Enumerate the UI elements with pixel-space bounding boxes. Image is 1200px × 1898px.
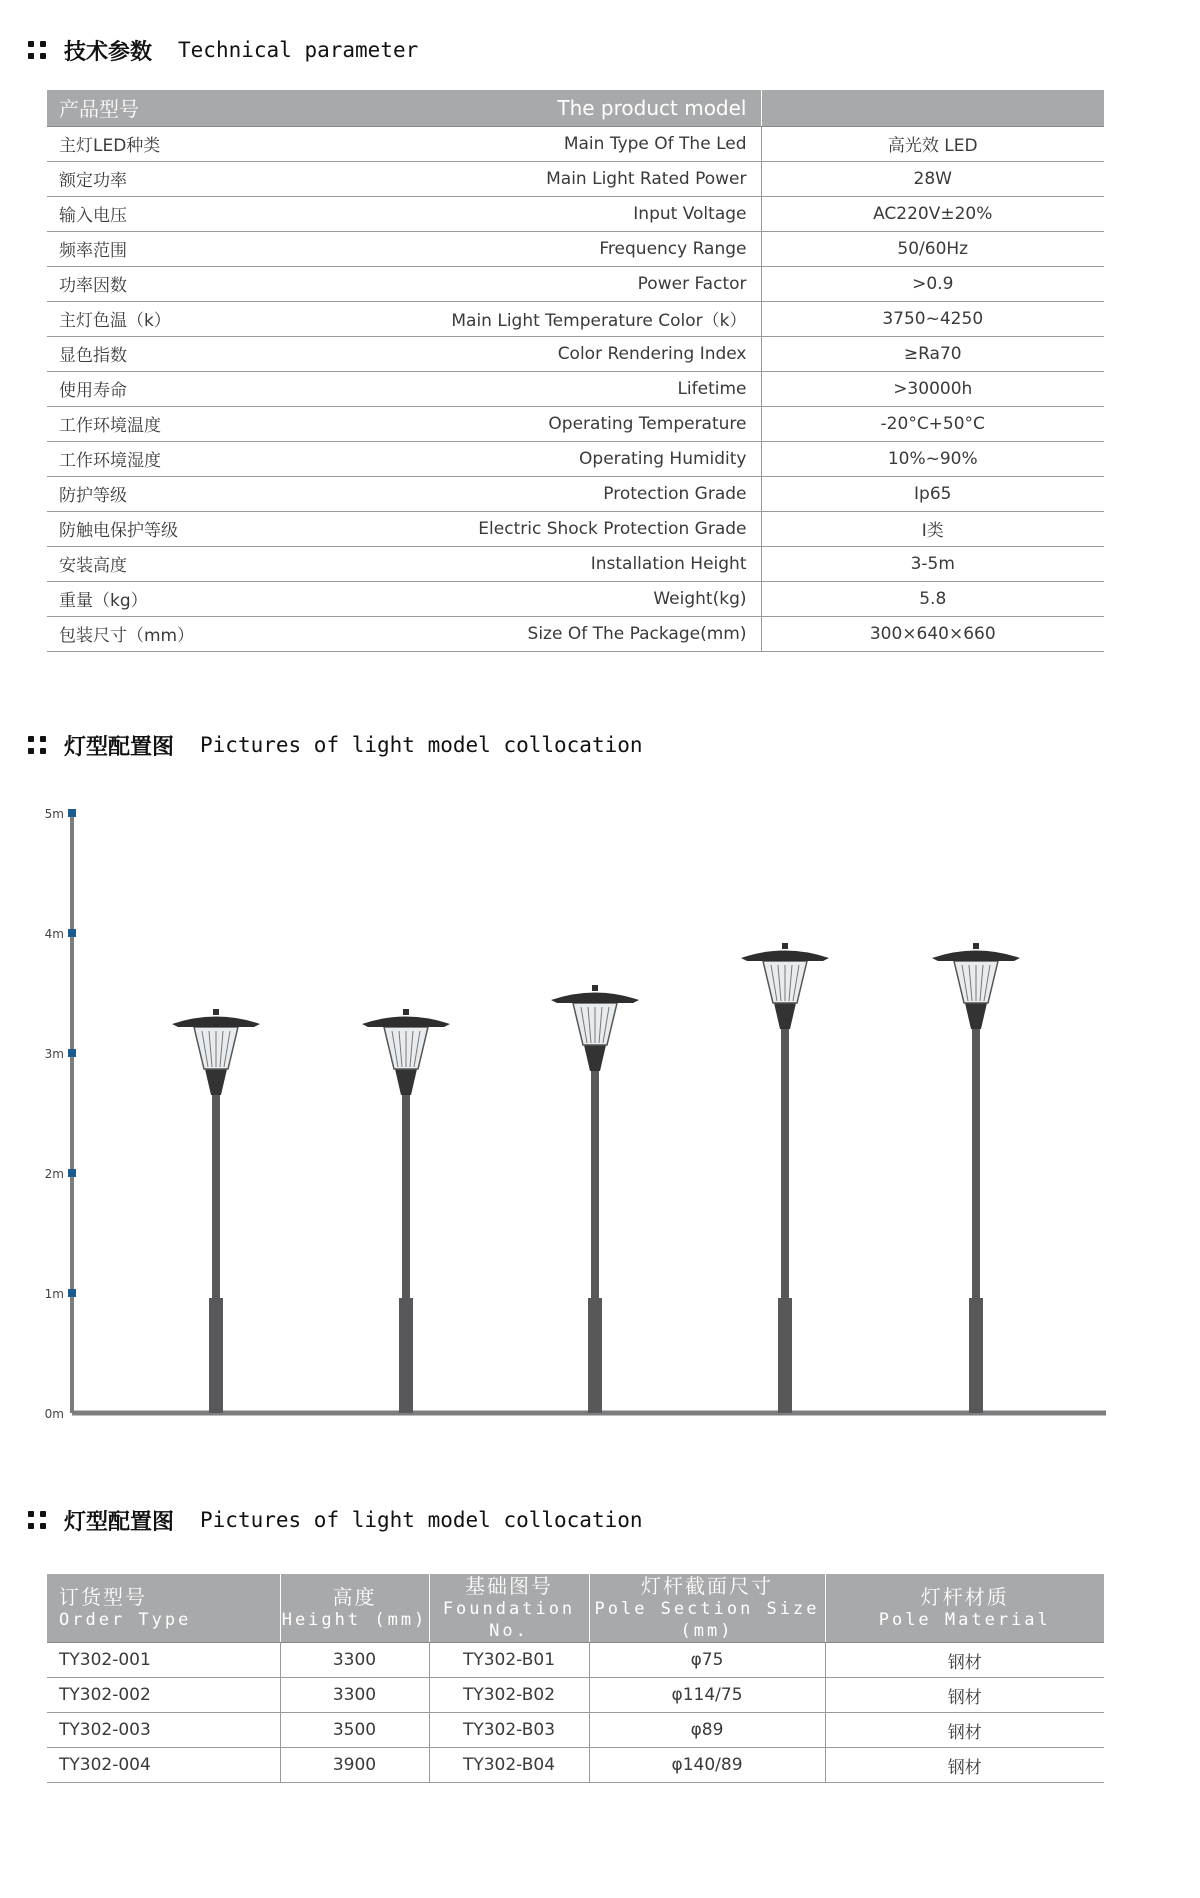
param-value: 10%~90% [761,441,1104,476]
table-row [47,126,1104,161]
param-name-cn: 防触电保护等级 [47,511,399,546]
table-row [47,1713,1104,1748]
column-header-cn: 灯杆截面尺寸 [641,1574,773,1598]
param-name-cn: 主灯LED种类 [47,126,399,161]
section-title-cn: 技术参数 [64,39,153,65]
param-name-cn: 使用寿命 [47,371,399,406]
table-row [47,616,1104,651]
param-name-cn: 额定功率 [47,161,399,196]
pole-collar [395,1069,417,1095]
table-row [47,266,1104,301]
street-lamp [932,943,1020,1413]
pole-shaft [972,1021,980,1413]
bullet-dots-icon [28,39,50,61]
param-value: 28W [761,161,1104,196]
column-header [429,1574,589,1643]
cell-order: TY302-002 [47,1678,280,1713]
cell-foundation: TY302-B04 [429,1748,589,1783]
column-header-en: Order Type [59,1610,192,1630]
pole-collar [205,1069,227,1095]
cell-section: φ114/75 [589,1678,825,1713]
table-row [47,441,1104,476]
param-name-en: Electric Shock Protection Grade [399,511,761,546]
pole-shaft [212,1087,220,1413]
axis-tick-label: 5m [44,807,64,821]
pole-collar [965,1003,987,1029]
technical-parameter-table [47,90,1104,652]
header-value [761,90,1104,126]
cell-material: 钢材 [825,1643,1104,1678]
table-row [47,1748,1104,1783]
param-name-cn: 包装尺寸（mm） [47,616,399,651]
axis-tick-label: 2m [44,1167,64,1181]
lamp-cap [551,993,639,1004]
axis-tick-label: 4m [44,927,64,941]
cell-height: 3900 [280,1748,429,1783]
param-name-cn: 输入电压 [47,196,399,231]
pole-shaft [402,1087,410,1413]
param-name-cn: 工作环境湿度 [47,441,399,476]
param-name-en: Main Light Rated Power [399,161,761,196]
param-value: >0.9 [761,266,1104,301]
axis-tick-marker [68,929,76,937]
param-value: 高光效 LED [761,126,1104,161]
cell-material: 钢材 [825,1748,1104,1783]
lamp-cap [362,1017,450,1028]
column-header [825,1574,1104,1643]
table-header-row [47,90,1104,126]
lamp-finial [973,943,979,949]
street-lamp [551,985,639,1413]
column-header-cn: 基础图号 [465,1574,553,1598]
param-name-en: Main Light Temperature Color（k） [399,301,761,336]
param-value: AC220V±20% [761,196,1104,231]
pole-shaft [591,1063,599,1413]
param-name-cn: 显色指数 [47,336,399,371]
param-value: 3750~4250 [761,301,1104,336]
cell-foundation: TY302-B02 [429,1678,589,1713]
section-title-en: Pictures of light model collocation [200,733,643,757]
column-header [589,1574,825,1643]
param-name-cn: 工作环境温度 [47,406,399,441]
header-cn: 产品型号 [47,90,399,126]
table-header-row [47,1574,1104,1643]
axis-tick-label: 0m [44,1407,64,1421]
table-row [47,546,1104,581]
column-header-en: Pole Material [878,1610,1051,1630]
street-lamp [172,1009,260,1413]
cell-foundation: TY302-B01 [429,1643,589,1678]
pole-collar [774,1003,796,1029]
table-row [47,581,1104,616]
table-row [47,1678,1104,1713]
table-row [47,336,1104,371]
cell-material: 钢材 [825,1713,1104,1748]
param-name-en: Main Type Of The Led [399,126,761,161]
table-row [47,301,1104,336]
cell-height: 3300 [280,1678,429,1713]
pole-shaft [781,1021,789,1413]
section-title-technical [28,33,418,67]
section-title-en: Pictures of light model collocation [200,1508,643,1532]
section-title-pictures-2 [28,1503,643,1537]
table-row [47,371,1104,406]
param-name-en: Weight(kg) [399,581,761,616]
cell-order: TY302-004 [47,1748,280,1783]
param-name-cn: 防护等级 [47,476,399,511]
lamp-finial [213,1009,219,1015]
param-name-en: Installation Height [399,546,761,581]
cell-section: φ75 [589,1643,825,1678]
table-row [47,406,1104,441]
param-value: ≥Ra70 [761,336,1104,371]
column-header [47,1574,280,1643]
table-row [47,231,1104,266]
param-name-cn: 频率范围 [47,231,399,266]
axis-tick-marker [68,1169,76,1177]
param-value: >30000h [761,371,1104,406]
param-name-en: Protection Grade [399,476,761,511]
param-name-en: Operating Temperature [399,406,761,441]
param-name-en: Frequency Range [399,231,761,266]
param-name-en: Size Of The Package(mm) [399,616,761,651]
header-en: The product model [399,90,761,126]
cell-order: TY302-003 [47,1713,280,1748]
bullet-dots-icon [28,1509,50,1531]
column-header-cn: 订货型号 [59,1585,147,1609]
param-name-en: Operating Humidity [399,441,761,476]
street-lamp [741,943,829,1413]
cell-height: 3500 [280,1713,429,1748]
axis-tick-label: 1m [44,1287,64,1301]
order-type-table [47,1574,1104,1783]
section-title-en: Technical parameter [178,38,419,62]
param-value: Ⅰ类 [761,511,1104,546]
axis-tick-marker [68,1049,76,1057]
param-value: Ip65 [761,476,1104,511]
column-header-en: Pole Section Size (mm) [594,1599,820,1641]
param-name-cn: 主灯色温（k） [47,301,399,336]
axis-tick-label: 3m [44,1047,64,1061]
column-header-cn: 灯杆材质 [920,1585,1009,1609]
cell-section: φ140/89 [589,1748,825,1783]
lamp-cap [932,951,1020,962]
param-value: 3-5m [761,546,1104,581]
param-name-cn: 重量（kg） [47,581,399,616]
lamp-finial [403,1009,409,1015]
param-value: -20°C+50°C [761,406,1104,441]
axis-tick-marker [68,1289,76,1297]
column-header-en: Foundation No. [442,1599,576,1641]
table-row [47,196,1104,231]
param-value: 50/60Hz [761,231,1104,266]
table-row [47,1643,1104,1678]
param-name-en: Power Factor [399,266,761,301]
param-name-cn: 安装高度 [47,546,399,581]
section-title-pictures [28,728,643,762]
lamp-cap [172,1017,260,1028]
lamp-finial [782,943,788,949]
param-name-en: Color Rendering Index [399,336,761,371]
param-name-en: Lifetime [399,371,761,406]
cell-foundation: TY302-B03 [429,1713,589,1748]
table-row [47,511,1104,546]
cell-section: φ89 [589,1713,825,1748]
cell-height: 3300 [280,1643,429,1678]
param-value: 5.8 [761,581,1104,616]
param-name-cn: 功率因数 [47,266,399,301]
param-value: 300×640×660 [761,616,1104,651]
section-title-cn: 灯型配置图 [64,1509,175,1535]
cell-order: TY302-001 [47,1643,280,1678]
lamp-cap [741,951,829,962]
cell-material: 钢材 [825,1678,1104,1713]
lamp-finial [592,985,598,991]
section-title-cn: 灯型配置图 [64,734,175,760]
column-header [280,1574,429,1643]
pole-collar [584,1045,606,1071]
street-lamp [362,1009,450,1413]
table-row [47,161,1104,196]
column-header-cn: 高度 [332,1585,377,1609]
axis-tick-marker [68,809,76,817]
table-row [47,476,1104,511]
param-name-en: Input Voltage [399,196,761,231]
bullet-dots-icon [28,734,50,756]
column-header-en: Height (mm) [281,1610,428,1630]
lamp-height-diagram [28,790,1118,1440]
